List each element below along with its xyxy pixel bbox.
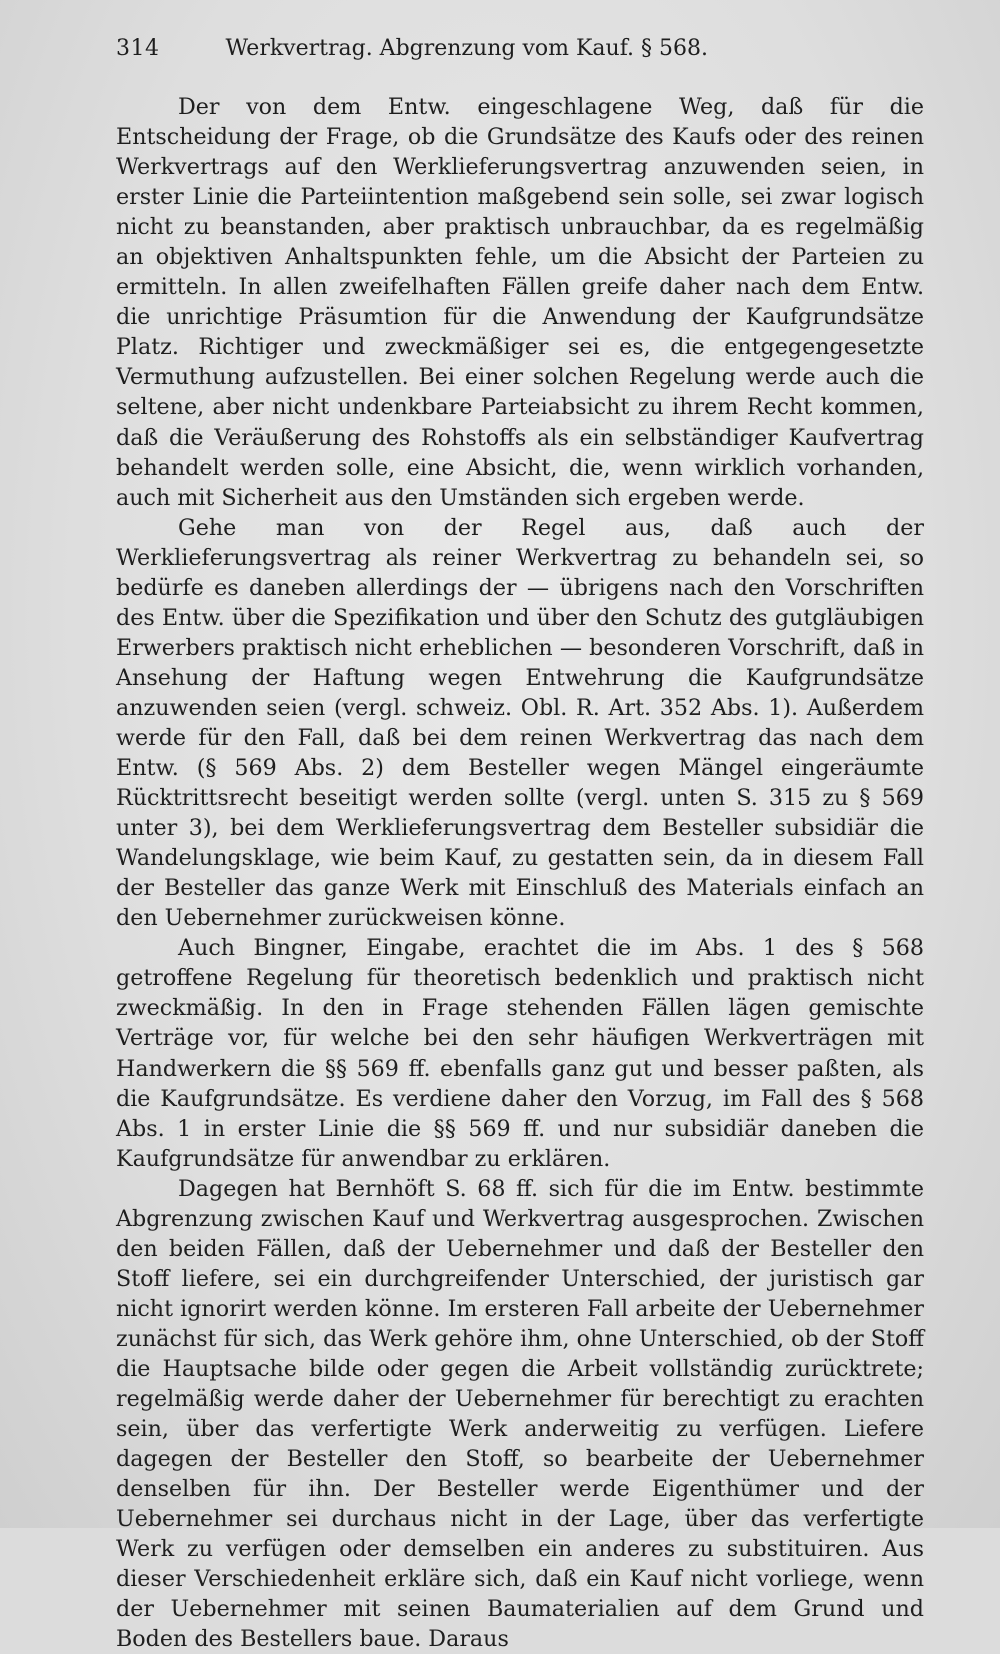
page-number: 314: [116, 36, 160, 61]
page-header: [116, 34, 924, 64]
body-text: [116, 92, 924, 1654]
paragraph-4: Dagegen hat Bernhöft S. 68 ff. sich für die im Entw. bestimmte Abgrenzung zwischen Kauf und Werkvertrag ausgesprochen. Zwischen den beiden Fällen, daß der Uebernehmer und daß der Besteller den Stoff liefere, sei ein durchgreifender Unterschied, der juristisch gar nicht ignorirt werden könne. Im ersteren Fall arbeite der Uebernehmer zunächst für sich, das Werk gehöre ihm, ohne Unterschied, ob der Stoff die Hauptsache bilde oder gegen die Arbeit vollständig zurücktrete; regelmäßig werde daher der Uebernehmer für berechtigt zu erachten sein, über das verfertigte Werk anderweitig zu verfügen. Liefere dagegen der Besteller den Stoff, so bearbeite der Uebernehmer denselben für ihn. Der Besteller werde Eigenthümer und der Uebernehmer sei durchaus nicht in der Lage, über das verfertigte Werk zu verfügen oder demselben ein anderes zu substituiren. Aus dieser Verschiedenheit erkläre sich, daß ein Kauf nicht vorliege, wenn der Uebernehmer mit seinen Baumaterialien auf dem Grund und Boden des Bestellers baue. Daraus: [116, 1175, 924, 1653]
paragraph-1: Der von dem Entw. eingeschlagene Weg, daß für die Entscheidung der Frage, ob die Grundsätze des Kaufs oder des reinen Werkvertrags auf den Werklieferungsvertrag anzuwenden seien, in erster Linie die Parteiintention maßgebend sein solle, sei zwar logisch nicht zu beanstanden, aber praktisch unbrauchbar, da es regelmäßig an objektiven Anhaltspunkten fehle, um die Absicht der Parteien zu ermitteln. In allen zweifelhaften Fällen greife daher nach dem Entw. die unrichtige Präsumtion für die Anwendung der Kaufgrundsätze Platz. Richtiger und zweckmäßiger sei es, die entgegengesetzte Vermuthung aufzustellen. Bei einer solchen Regelung werde auch die seltene, aber nicht undenkbare Parteiabsicht zu ihrem Recht kommen, daß die Veräußerung des Rohstoffs als ein selbständiger Kaufvertrag behandelt werden solle, eine Absicht, die, wenn wirklich vorhanden, auch mit Sicherheit aus den Umständen sich ergeben werde.: [116, 94, 924, 511]
paragraph-3: Auch Bingner, Eingabe, erachtet die im Abs. 1 des § 568 getroffene Regelung für theoretisch bedenklich und praktisch nicht zweckmäßig. In den in Frage stehenden Fällen lägen gemischte Verträge vor, für welche bei den sehr häufigen Werkverträgen mit Handwerkern die §§ 569 ff. ebenfalls ganz gut und besser paßten, als die Kaufgrundsätze. Es verdiene daher den Vorzug, im Fall des § 568 Abs. 1 in erster Linie die §§ 569 ff. und nur subsidiär daneben die Kaufgrundsätze für anwendbar zu erklären.: [116, 935, 924, 1172]
paragraph-2: Gehe man von der Regel aus, daß auch der Werklieferungsvertrag als reiner Werkvertrag zu behandeln sei, so bedürfe es daneben allerdings der — übrigens nach den Vorschriften des Entw. über die Spezifikation und über den Schutz des gutgläubigen Erwerbers praktisch nicht erheblichen — besonderen Vorschrift, daß in Ansehung der Haftung wegen Entwehrung die Kaufgrundsätze anzuwenden seien (vergl. schweiz. Obl. R. Art. 352 Abs. 1). Außerdem werde für den Fall, daß bei dem reinen Werkvertrag das nach dem Entw. (§ 569 Abs. 2) dem Besteller wegen Mängel eingeräumte Rücktrittsrecht beseitigt werden sollte (vergl. unten S. 315 zu § 569 unter 3), bei dem Werklieferungsvertrag dem Besteller subsidiär die Wandelungsklage, wie beim Kauf, zu gestatten sein, da in diesem Fall der Besteller das ganze Werk mit Einschluß des Materials einfach an den Uebernehmer zurückweisen könne.: [116, 514, 924, 932]
running-title: Werkvertrag. Abgrenzung vom Kauf. § 568.: [225, 36, 709, 61]
